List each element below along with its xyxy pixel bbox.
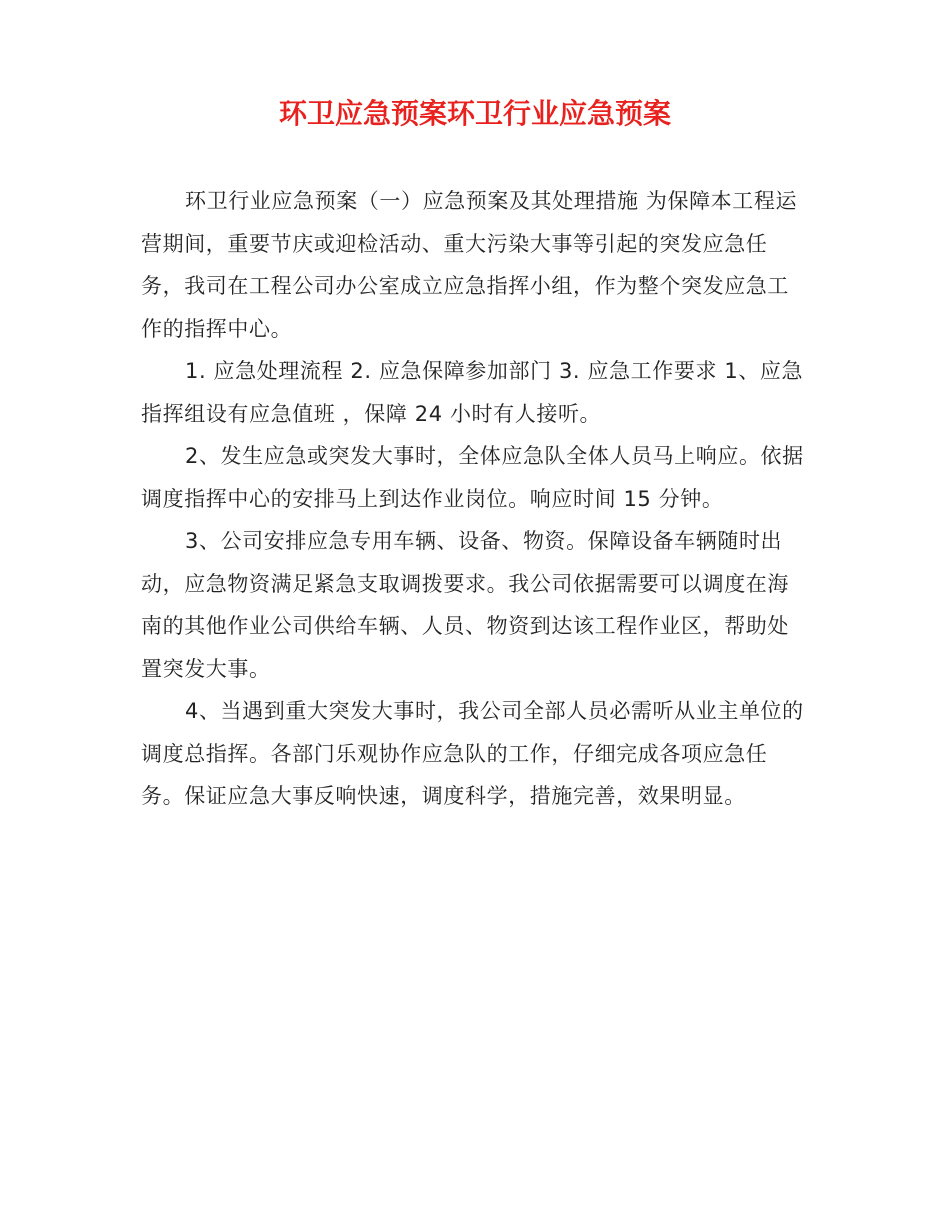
paragraph-response: 2、发生应急或突发大事时，全体应急队全体人员马上响应。依据调度指挥中心的安排马上到达作业岗位。响应时间 15 分钟。 bbox=[141, 444, 804, 511]
paragraph-intro: 环卫行业应急预案（一）应急预案及其处理措施 为保障本工程运营期间，重要节庆或迎检活动、重大污染大事等引起的突发应急任务，我司在工程公司办公室成立应急指挥小组，作为整个突发应急工作的指挥中心。 bbox=[141, 189, 798, 341]
paragraph-command: 4、当遇到重大突发大事时，我公司全部人员必需听从业主单位的调度总指挥。各部门乐观协作应急队的工作，仔细完成各项应急任务。保证应急大事反响快速，调度科学，措施完善，效果明显。 bbox=[141, 699, 804, 808]
paragraph-resources: 3、公司安排应急专用车辆、设备、物资。保障设备车辆随时出动，应急物资满足紧急支取调拨要求。我公司依据需要可以调度在海南的其他作业公司供给车辆、人员、物资到达该工程作业区，帮助处置突发大事。 bbox=[141, 529, 789, 681]
document-title: 环卫应急预案环卫行业应急预案 bbox=[278, 97, 671, 130]
paragraph-procedures: 1. 应急处理流程 2. 应急保障参加部门 3. 应急工作要求 1、应急指挥组设有应急值班 ，保障 24 小时有人接听。 bbox=[141, 359, 804, 426]
document-body bbox=[141, 180, 805, 818]
